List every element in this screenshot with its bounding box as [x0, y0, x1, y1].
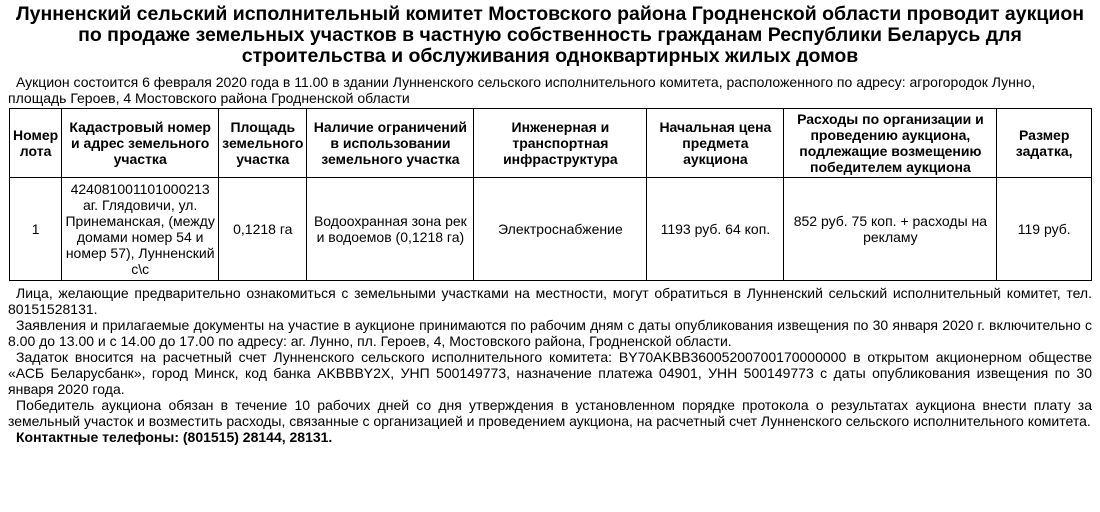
header-expenses: Расходы по организации и проведению аукциона, подлежащие возмещению победителем аукциона	[784, 109, 997, 178]
notice-intro: Аукцион состоится 6 февраля 2020 года в 11.00 в здании Лунненского сельского исполнительного комитета, расположенного по адресу: агрогородок Лунно, площадь Героев, 4 Мостовского района Гродненской области	[8, 74, 1036, 106]
header-deposit: Размер задатка,	[997, 109, 1092, 178]
cell-expenses: 852 руб. 75 коп. + расходы на рекламу	[784, 178, 997, 281]
cell-infrastructure: Электроснабжение	[474, 178, 647, 281]
note-deposit: Задаток вносится на расчетный счет Лунненского сельского исполнительного комитета: BY70AKBB36005200700170000000 в открытом акционерном обществе «АСБ Беларусбанк», город Минск, код банка AKBBBY2X, УНП 500149773, назначение платежа 04901, УНН 500149773 с даты опубликования извещения по 30 января 2020 года.	[8, 349, 1092, 397]
cell-cadastral: 424081001101000213 аг. Глядовичи, ул. Принеманская, (между домами номер 54 и номер 57), Лунненский с\с	[62, 178, 219, 281]
contact-phones: Контактные телефоны: (801515) 28144, 28131.	[16, 429, 333, 445]
header-cadastral: Кадастровый номер и адрес земельного участка	[62, 109, 219, 178]
lots-table	[9, 108, 1092, 281]
note-applications: Заявления и прилагаемые документы на участие в аукционе принимаются по рабочим дням с даты опубликования извещения по 30 января 2020 г. включительно с 8.00 до 13.00 и с 14.00 до 17.00 по адресу: аг. Лунно, пл. Героев, 4, Мостовского района, Гродненской области.	[8, 317, 1092, 349]
note-inspection: Лица, желающие предварительно ознакомиться с земельными участками на местности, могут обратиться в Лунненский сельский исполнительный комитет, тел. 80151528131.	[8, 285, 1092, 317]
header-area: Площадь земельного участка	[219, 109, 307, 178]
notice-title: Лунненский сельский исполнительный комитет Мостовского района Гродненской области проводит аукцион по продаже земельных участков в частную собственность гражданам Республики Беларусь для строительства и обслуживания одноквартирных жилых домов	[15, 3, 1085, 67]
header-restrictions: Наличие ограничений в использовании земельного участка	[307, 109, 474, 178]
note-winner-obligations: Победитель аукциона обязан в течение 10 рабочих дней со дня утверждения в установленном порядке протокола о результатах аукциона внести плату за земельный участок и возместить расходы, связанные с организацией и проведением аукциона, на расчетный счет Лунненского сельского исполнительного комитета.	[8, 397, 1092, 429]
cell-deposit: 119 руб.	[997, 178, 1092, 281]
header-start-price: Начальная цена предмета аукциона	[647, 109, 784, 178]
cell-lot-number: 1	[10, 178, 62, 281]
table-row	[10, 178, 1092, 281]
cell-start-price: 1193 руб. 64 коп.	[647, 178, 784, 281]
notice-notes	[8, 285, 1092, 445]
table-header-row	[10, 109, 1092, 178]
cell-restrictions: Водоохранная зона рек и водоемов (0,1218 га)	[307, 178, 474, 281]
header-lot-number: Номер лота	[10, 109, 62, 178]
header-infrastructure: Инженерная и транспортная инфраструктура	[474, 109, 647, 178]
cell-area: 0,1218 га	[219, 178, 307, 281]
